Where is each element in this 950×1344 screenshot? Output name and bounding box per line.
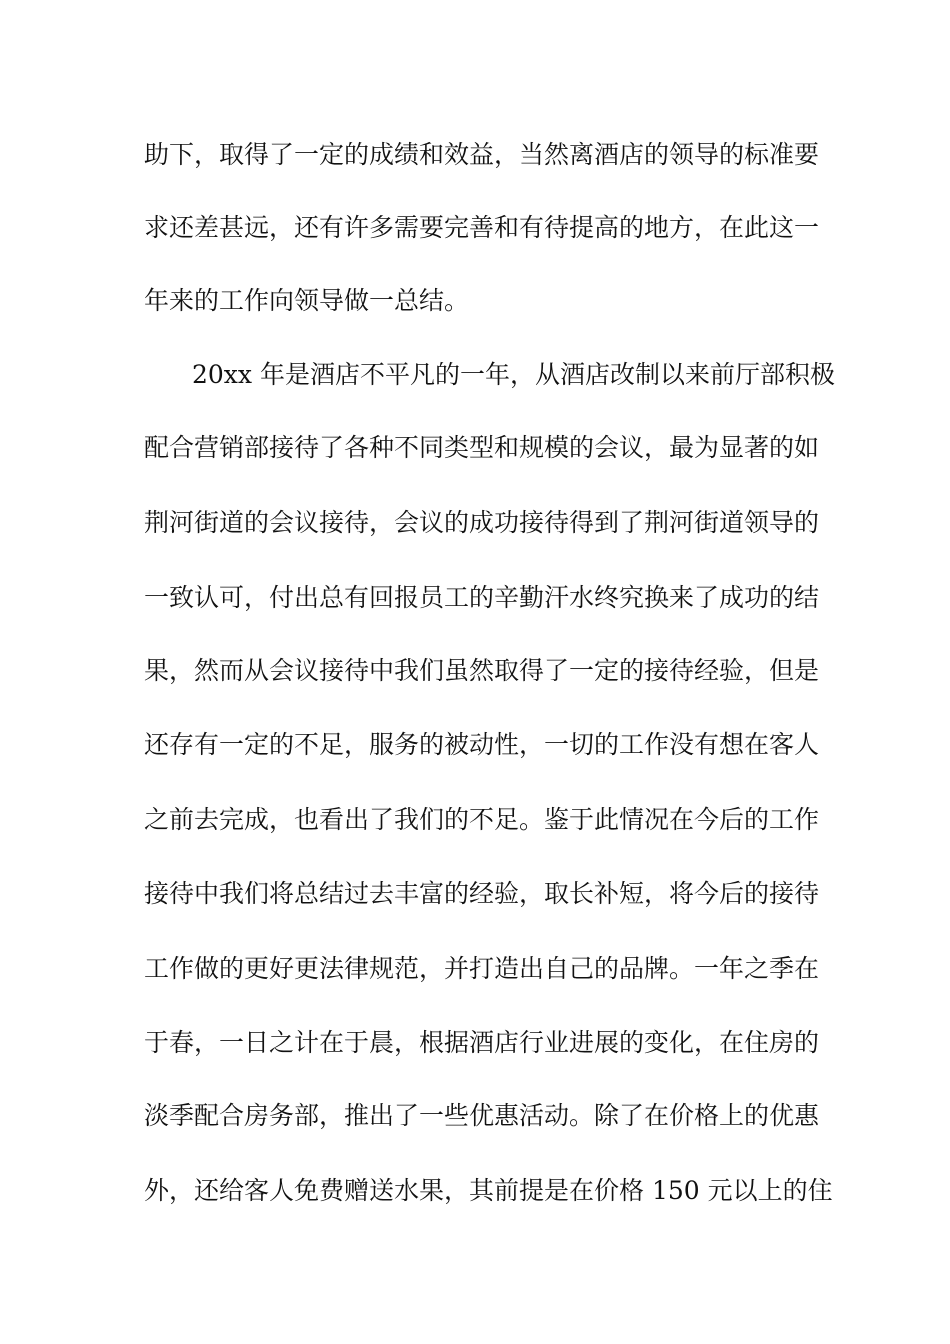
text-line: 配合营销部接待了各种不同类型和规模的会议，最为显著的如 [144,433,820,462]
text-line: 还存有一定的不足，服务的被动性，一切的工作没有想在客人 [144,730,820,759]
text-line: 一致认可，付出总有回报员工的辛勤汗水终究换来了成功的结 [144,583,820,612]
text-line: 之前去完成，也看出了我们的不足。鉴于此情况在今后的工作 [144,805,820,834]
paragraph-first-line: 20xx 年是酒店不平凡的一年，从酒店改制以来前厅部积极 [192,360,835,389]
text-line: 外，还给客人免费赠送水果，其前提是在价格 150 元以上的住 [144,1176,833,1205]
text-line: 荆河街道的会议接待，会议的成功接待得到了荆河街道领导的 [144,508,820,537]
text-line: 接待中我们将总结过去丰富的经验，取长补短，将今后的接待 [144,879,820,908]
text-line: 工作做的更好更法律规范，并打造出自己的品牌。一年之季在 [144,954,820,983]
text-line: 求还差甚远，还有许多需要完善和有待提高的地方，在此这一 [144,213,820,242]
text-line: 淡季配合房务部，推出了一些优惠活动。除了在价格上的优惠 [144,1101,820,1130]
text-line: 年来的工作向领导做一总结。 [144,286,470,315]
text-line: 于春，一日之计在于晨，根据酒店行业进展的变化，在住房的 [144,1028,820,1057]
text-line: 助下，取得了一定的成绩和效益，当然离酒店的领导的标准要 [144,140,820,169]
text-line: 果，然而从会议接待中我们虽然取得了一定的接待经验，但是 [144,656,820,685]
